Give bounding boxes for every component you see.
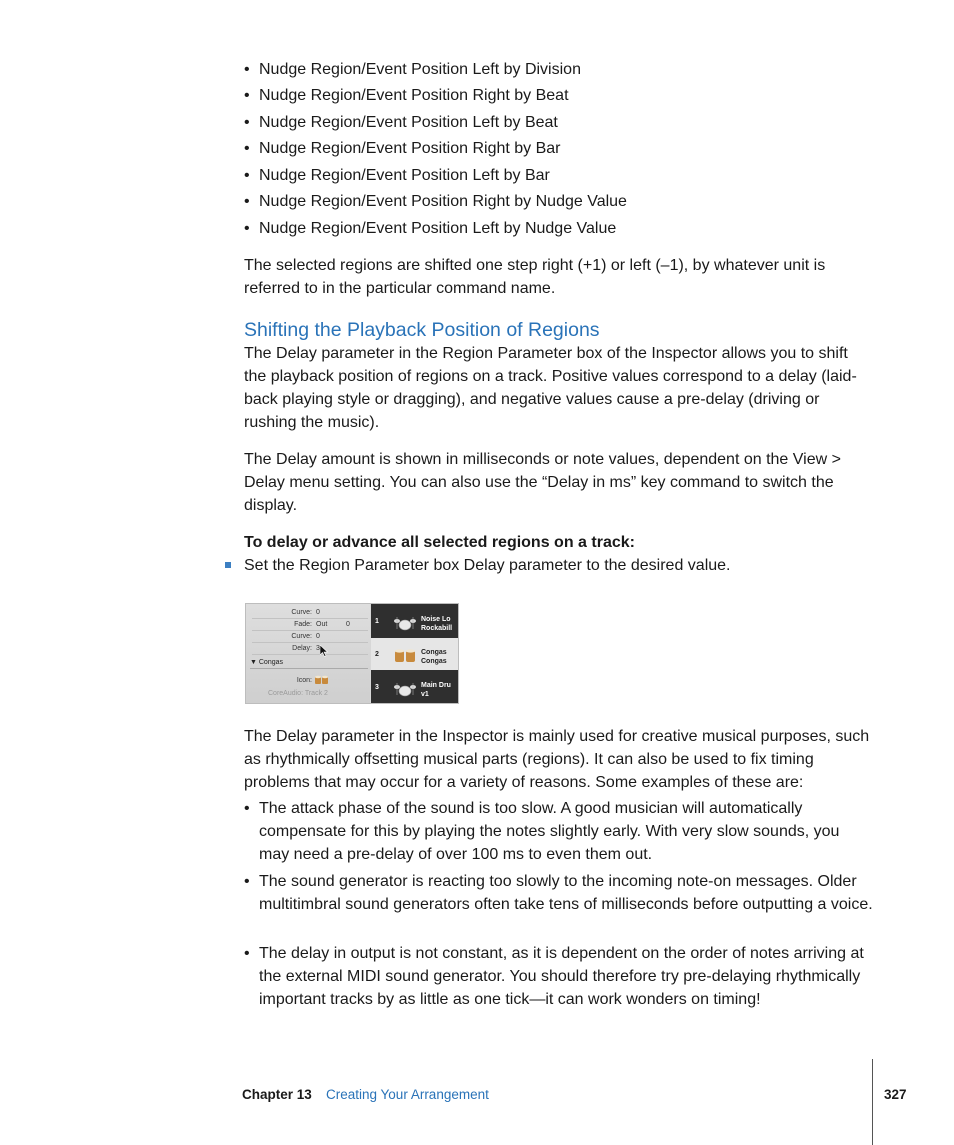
parameter-row-curve: Curve: 0 bbox=[252, 631, 368, 643]
parameter-row-icon: Icon: bbox=[252, 675, 368, 686]
channel-label: CoreAudio: Track 2 bbox=[268, 690, 328, 697]
mouse-pointer-icon bbox=[320, 645, 328, 657]
page-number: 327 bbox=[884, 1087, 907, 1102]
drum-kit-icon bbox=[393, 679, 417, 697]
footer-divider bbox=[872, 1059, 873, 1145]
footer-chapter-label: Chapter 13 bbox=[242, 1087, 312, 1102]
list-item: • Nudge Region/Event Position Right by Beat bbox=[244, 87, 569, 104]
track-row: 1 Noise Lo Rockabill bbox=[371, 605, 458, 637]
drum-kit-icon bbox=[393, 613, 417, 631]
track-row-selected: 2 Congas Congas bbox=[371, 638, 458, 670]
inspector-screenshot-figure bbox=[245, 603, 459, 704]
list-item: • The attack phase of the sound is too slow. A good musician will automatically compensate for this by playing the notes slightly early. With very slow sounds, you may need a pre-delay of over 100 ms to even them out. bbox=[244, 800, 840, 863]
step-bullet-icon bbox=[225, 562, 231, 568]
conga-drums-icon bbox=[314, 675, 330, 685]
congas-section-header: ▼ Congas bbox=[250, 657, 368, 669]
conga-drums-icon bbox=[393, 646, 417, 664]
parameter-row-fade: Fade: Out 0 bbox=[252, 619, 368, 631]
section-heading: Shifting the Playback Position of Regions bbox=[244, 319, 600, 341]
list-item: • The sound generator is reacting too slowly to the incoming note-on messages. Older multitimbral sound generators often take tens of milliseconds before outputting a voice. bbox=[244, 873, 873, 913]
list-item: • Nudge Region/Event Position Left by Beat bbox=[244, 114, 558, 131]
task-step: Set the Region Parameter box Delay parameter to the desired value. bbox=[244, 557, 731, 574]
paragraph-inspector-usage: The Delay parameter in the Inspector is mainly used for creative musical purposes, such as rhythmically offsetting musical parts (regions). It can also be used to fix timing problems that may occur for a variety of reasons. Some examples of these are: bbox=[244, 728, 870, 791]
paragraph-shift: The selected regions are shifted one step right (+1) or left (–1), by whatever unit is referred to in the particular command name. bbox=[244, 257, 826, 297]
list-item: • Nudge Region/Event Position Right by Bar bbox=[244, 140, 561, 157]
paragraph-delay-parameter: The Delay parameter in the Region Parameter box of the Inspector allows you to shift the playback position of regions on a track. Positive values correspond to a delay (laid-back playing style or dragging), and negative values cause a pre-delay (driving or rushing the music). bbox=[244, 345, 857, 431]
list-item: • Nudge Region/Event Position Left by Bar bbox=[244, 167, 550, 184]
list-item: • Nudge Region/Event Position Right by Nudge Value bbox=[244, 193, 627, 210]
list-item: • Nudge Region/Event Position Left by Division bbox=[244, 61, 581, 78]
parameter-row-delay: Delay: 3 bbox=[252, 643, 368, 655]
footer-chapter-title: Creating Your Arrangement bbox=[326, 1087, 489, 1102]
region-parameter-box bbox=[246, 604, 370, 703]
list-item: • Nudge Region/Event Position Left by Nudge Value bbox=[244, 220, 617, 237]
task-heading: To delay or advance all selected regions on a track: bbox=[244, 534, 635, 551]
paragraph-delay-amount: The Delay amount is shown in milliseconds or note values, dependent on the View > Delay menu setting. You can also use the “Delay in ms” key command to switch the display. bbox=[244, 451, 841, 514]
track-row: 3 Main Dru v1 bbox=[371, 671, 458, 703]
track-list bbox=[371, 604, 458, 703]
list-item: • The delay in output is not constant, as it is dependent on the order of notes arriving at the external MIDI sound generator. You should therefore try pre-delaying rhythmically important tracks by as little as one tick—it can work wonders on timing! bbox=[244, 945, 864, 1008]
parameter-row-curve: Curve: 0 bbox=[252, 607, 368, 619]
